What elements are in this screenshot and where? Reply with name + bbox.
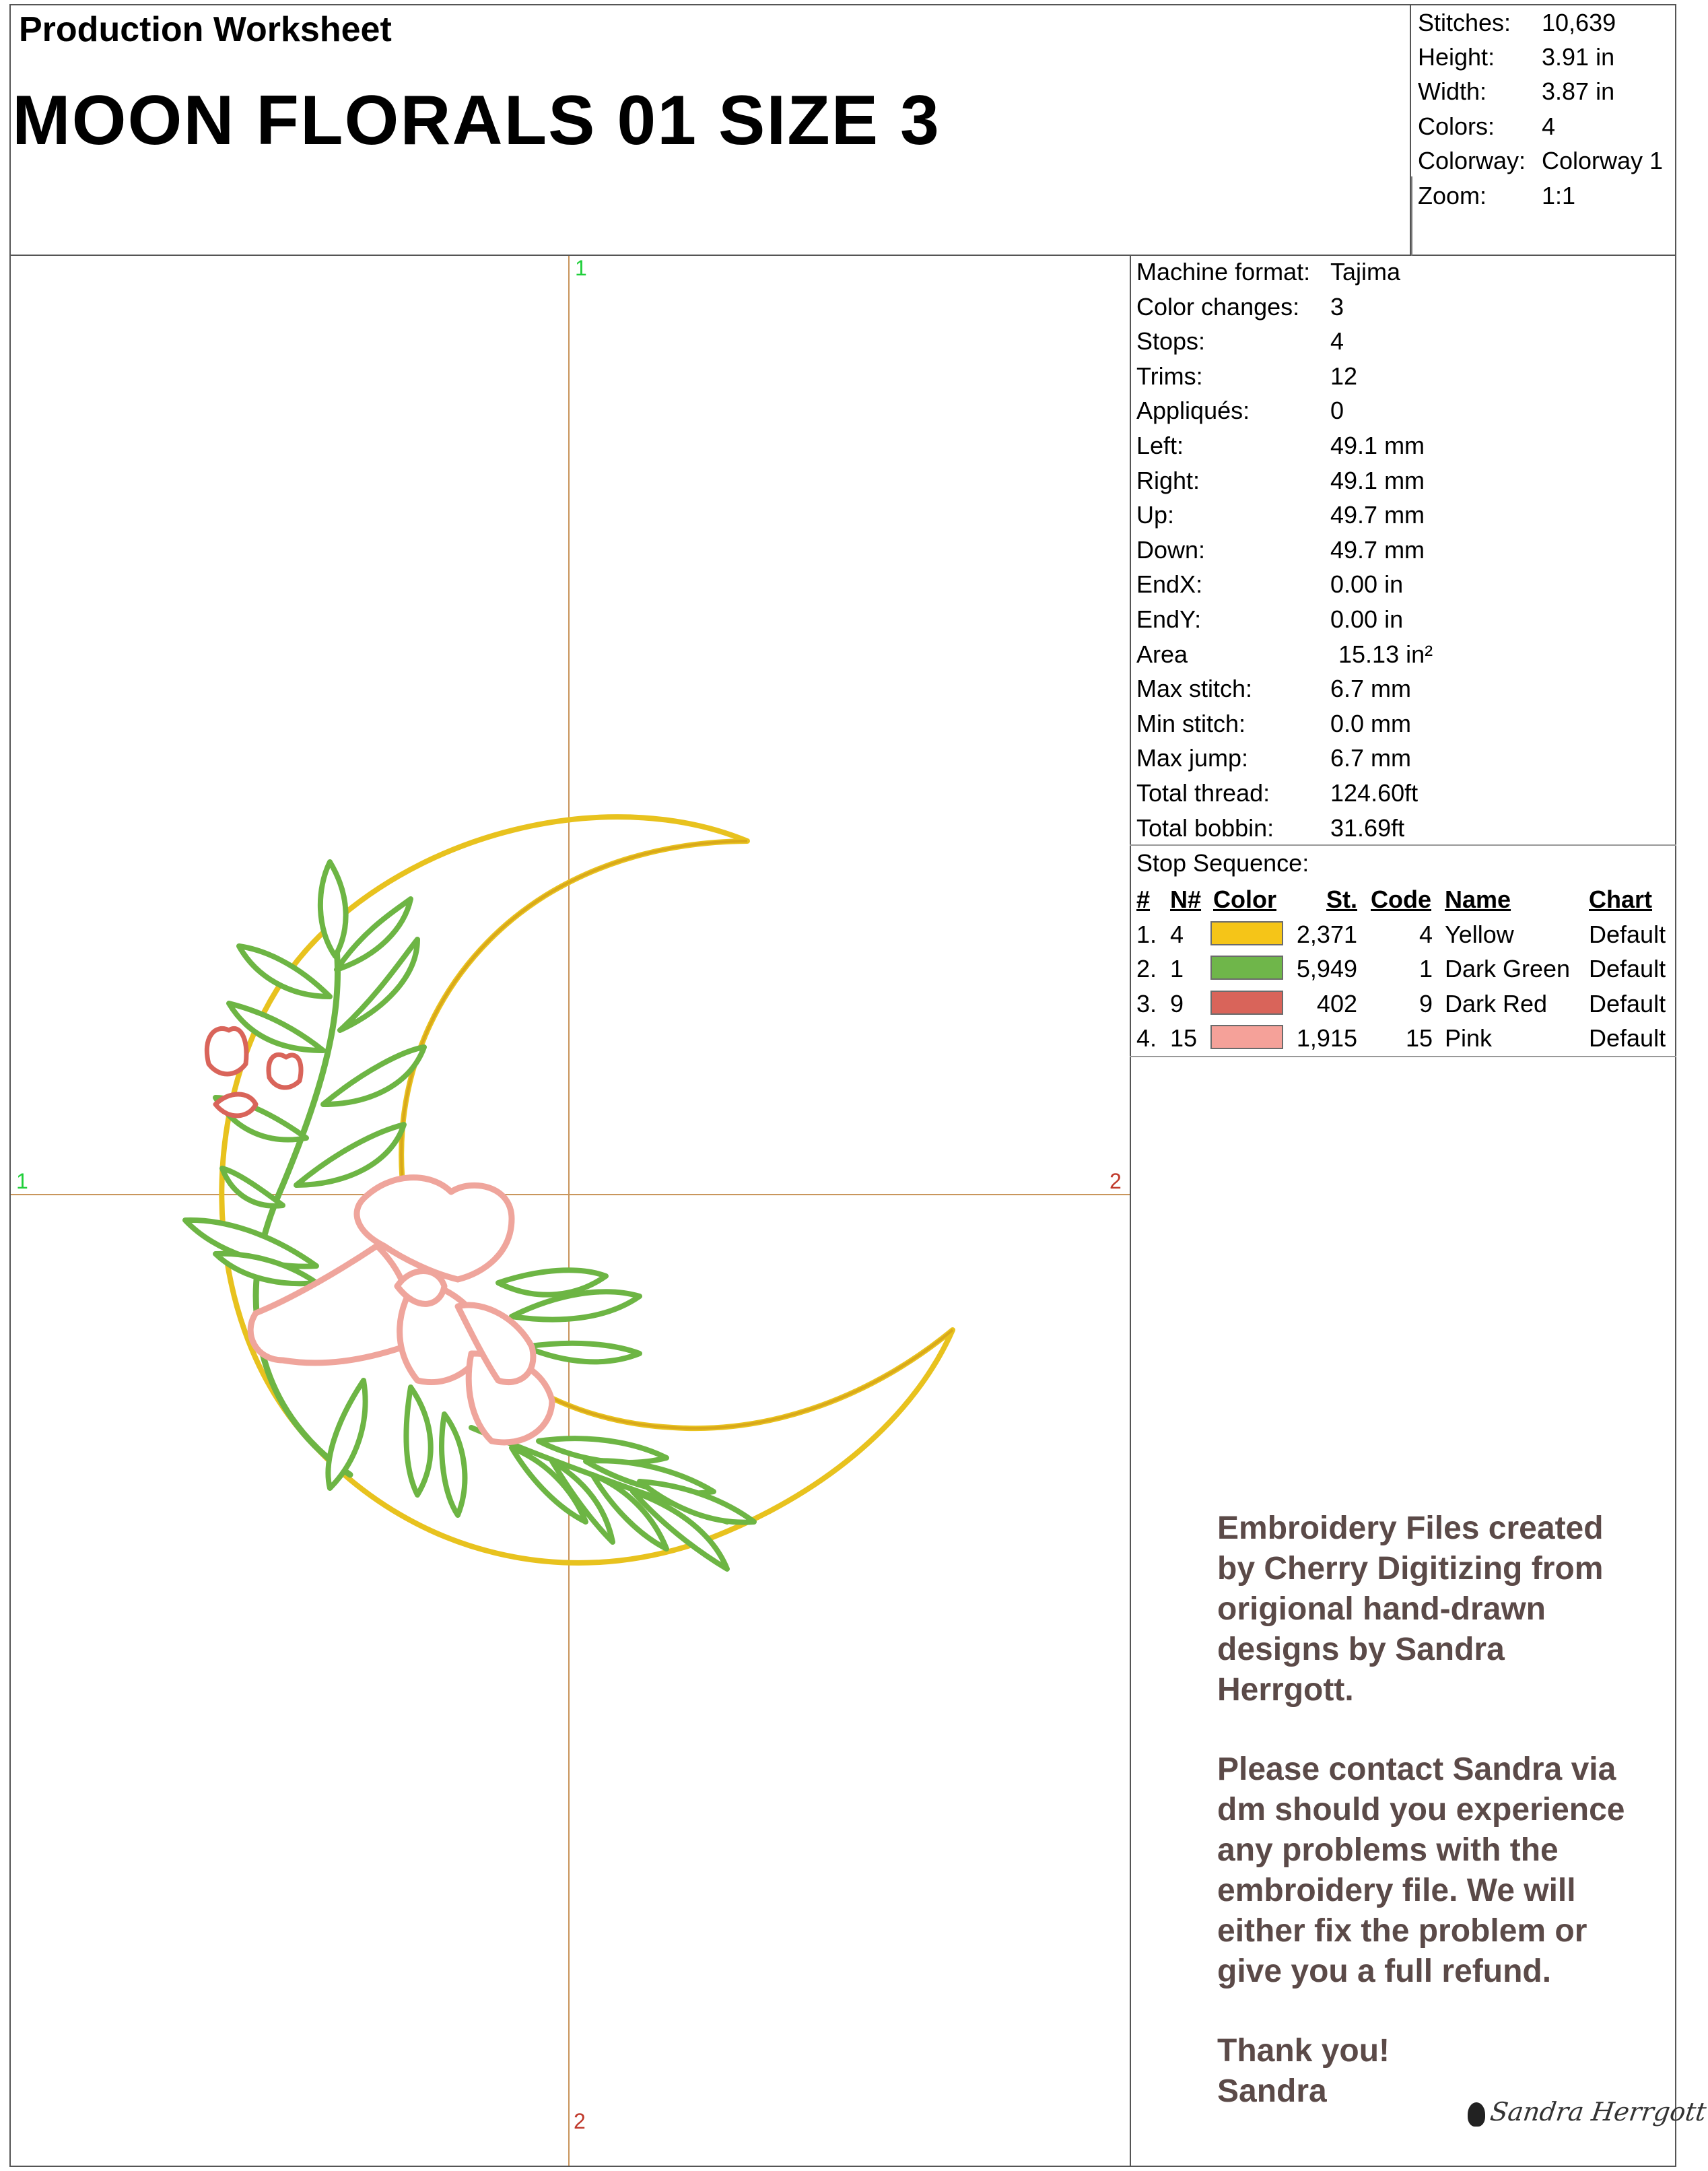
summary-label: Colorway: bbox=[1418, 147, 1526, 174]
row-code: 15 bbox=[1405, 1024, 1433, 1052]
panel-divider bbox=[1130, 255, 1131, 2167]
col-header-code: Code bbox=[1371, 886, 1431, 913]
row-code: 1 bbox=[1419, 955, 1433, 982]
detail-value: 49.7 mm bbox=[1330, 501, 1425, 529]
row-name: Yellow bbox=[1445, 921, 1514, 948]
grid-marker-bottom: 2 bbox=[574, 2109, 586, 2133]
detail-label: Min stitch: bbox=[1136, 710, 1246, 737]
flower-bud bbox=[269, 1055, 301, 1088]
frame-bottom bbox=[9, 2166, 1676, 2167]
summary-label: Width: bbox=[1418, 77, 1487, 105]
detail-value: 124.60ft bbox=[1330, 779, 1419, 807]
detail-value: 49.1 mm bbox=[1330, 467, 1425, 494]
detail-value: 4 bbox=[1330, 327, 1344, 355]
summary-value: 3.87 in bbox=[1542, 77, 1615, 105]
row-name: Dark Red bbox=[1445, 990, 1548, 1017]
notes-paragraph-credits: Embroidery Files created by Cherry Digitizing from origional hand-drawn designs by Sandra Herrgott. bbox=[1217, 1510, 1604, 1708]
row-name: Pink bbox=[1445, 1024, 1493, 1052]
row-num: 1. bbox=[1136, 921, 1157, 948]
detail-label: Right: bbox=[1136, 467, 1200, 494]
leaf bbox=[525, 1343, 640, 1362]
design-title: MOON FLORALS 01 SIZE 3 bbox=[12, 81, 941, 160]
row-chart: Default bbox=[1589, 955, 1666, 982]
detail-label: Area bbox=[1136, 640, 1188, 668]
color-swatch-dark-red bbox=[1210, 991, 1283, 1015]
col-header-chart: Chart bbox=[1589, 886, 1653, 913]
frame-top bbox=[9, 4, 1676, 5]
detail-label: Color changes: bbox=[1136, 293, 1300, 321]
leaf bbox=[442, 1414, 465, 1515]
row-stitches: 5,949 bbox=[1296, 955, 1357, 982]
detail-value: 0 bbox=[1330, 397, 1344, 424]
col-header-num: # bbox=[1136, 886, 1151, 913]
color-swatch-pink bbox=[1210, 1025, 1283, 1049]
summary-value: Colorway 1 bbox=[1542, 147, 1664, 174]
row-name: Dark Green bbox=[1445, 955, 1571, 982]
row-chart: Default bbox=[1589, 990, 1666, 1017]
detail-label: Appliqués: bbox=[1136, 397, 1250, 424]
grid-marker-right: 2 bbox=[1109, 1169, 1122, 1193]
zoom-box-left bbox=[1411, 176, 1412, 256]
row-code: 9 bbox=[1419, 990, 1433, 1017]
detail-value: Tajima bbox=[1330, 258, 1401, 286]
row-chart: Default bbox=[1589, 921, 1666, 948]
col-header-name: Name bbox=[1445, 886, 1511, 913]
signature-text: Sandra Herrgott bbox=[1488, 2097, 1708, 2127]
detail-value: 31.69ft bbox=[1330, 814, 1405, 842]
detail-label: Up: bbox=[1136, 501, 1175, 529]
row-n-num: 4 bbox=[1170, 921, 1184, 948]
stop-sequence-title: Stop Sequence: bbox=[1136, 849, 1309, 877]
grid-marker-left: 1 bbox=[16, 1169, 28, 1193]
row-num: 2. bbox=[1136, 955, 1157, 982]
col-header-n-num: N# bbox=[1170, 886, 1202, 913]
frame-right bbox=[1675, 4, 1676, 2167]
summary-label: Zoom: bbox=[1418, 182, 1487, 209]
detail-value: 0.0 mm bbox=[1330, 710, 1412, 737]
color-swatch-dark-green bbox=[1210, 956, 1283, 980]
detail-label: Left: bbox=[1136, 432, 1184, 459]
summary-label: Height: bbox=[1418, 43, 1495, 71]
leaf bbox=[320, 862, 346, 956]
col-header-stitches: St. bbox=[1326, 886, 1357, 913]
detail-label: Total bobbin: bbox=[1136, 814, 1274, 842]
detail-value: 49.1 mm bbox=[1330, 432, 1425, 459]
detail-label: Stops: bbox=[1136, 327, 1206, 355]
col-header-color: Color bbox=[1213, 886, 1276, 913]
detail-label: Trims: bbox=[1136, 362, 1203, 390]
signature-logo bbox=[1468, 2088, 1708, 2135]
leaf bbox=[406, 1387, 430, 1495]
detail-label: Machine format: bbox=[1136, 258, 1311, 286]
flower-bud bbox=[207, 1028, 246, 1074]
row-stitches: 1,915 bbox=[1296, 1024, 1357, 1052]
summary-value: 1:1 bbox=[1542, 182, 1576, 209]
detail-label: Max jump: bbox=[1136, 744, 1249, 772]
row-chart: Default bbox=[1589, 1024, 1666, 1052]
leaf bbox=[222, 1168, 283, 1206]
row-code: 4 bbox=[1419, 921, 1433, 948]
notes-thank-you: Thank you! bbox=[1217, 2033, 1390, 2069]
summary-label: Stitches: bbox=[1418, 9, 1511, 36]
penguin-icon bbox=[1468, 2102, 1485, 2127]
stop-notes-divider bbox=[1130, 1056, 1676, 1057]
leaf bbox=[296, 1125, 404, 1185]
leaf bbox=[239, 946, 330, 997]
row-stitches: 402 bbox=[1316, 990, 1357, 1017]
color-swatch-yellow bbox=[1210, 921, 1283, 945]
detail-value: 15.13 in² bbox=[1338, 640, 1433, 668]
detail-value: 6.7 mm bbox=[1330, 675, 1412, 702]
detail-label: Total thread: bbox=[1136, 779, 1270, 807]
detail-value: 0.00 in bbox=[1330, 605, 1404, 633]
detail-value: 3 bbox=[1330, 293, 1344, 321]
detail-label: EndX: bbox=[1136, 570, 1203, 598]
detail-value: 0.00 in bbox=[1330, 570, 1404, 598]
row-num: 4. bbox=[1136, 1024, 1157, 1052]
designer-notes bbox=[1217, 1508, 1648, 2112]
crescent-moon-inner-edge bbox=[401, 841, 747, 1232]
row-n-num: 9 bbox=[1170, 990, 1184, 1017]
row-num: 3. bbox=[1136, 990, 1157, 1017]
flower-bud bbox=[215, 1094, 256, 1116]
notes-paragraph-contact: Please contact Sandra via dm should you experience any problems with the embroidery file. We will either fix the problem or give you a full refund. bbox=[1217, 1751, 1625, 1989]
grid-marker-top: 1 bbox=[575, 256, 587, 280]
moon-florals-embroidery-illustration bbox=[11, 256, 1130, 2166]
detail-label: Down: bbox=[1136, 536, 1206, 564]
worksheet-subtitle: Production Worksheet bbox=[19, 10, 392, 49]
row-n-num: 1 bbox=[1170, 955, 1184, 982]
detail-label: EndY: bbox=[1136, 605, 1202, 633]
row-stitches: 2,371 bbox=[1296, 921, 1357, 948]
notes-signoff: Sandra bbox=[1217, 2073, 1327, 2109]
row-n-num: 15 bbox=[1170, 1024, 1198, 1052]
detail-value: 12 bbox=[1330, 362, 1358, 390]
summary-value: 4 bbox=[1542, 112, 1556, 140]
summary-value: 3.91 in bbox=[1542, 43, 1615, 71]
detail-value: 6.7 mm bbox=[1330, 744, 1412, 772]
summary-label: Colors: bbox=[1418, 112, 1495, 140]
details-stop-divider bbox=[1130, 844, 1676, 846]
detail-label: Max stitch: bbox=[1136, 675, 1253, 702]
detail-value: 49.7 mm bbox=[1330, 536, 1425, 564]
summary-value: 10,639 bbox=[1542, 9, 1616, 36]
